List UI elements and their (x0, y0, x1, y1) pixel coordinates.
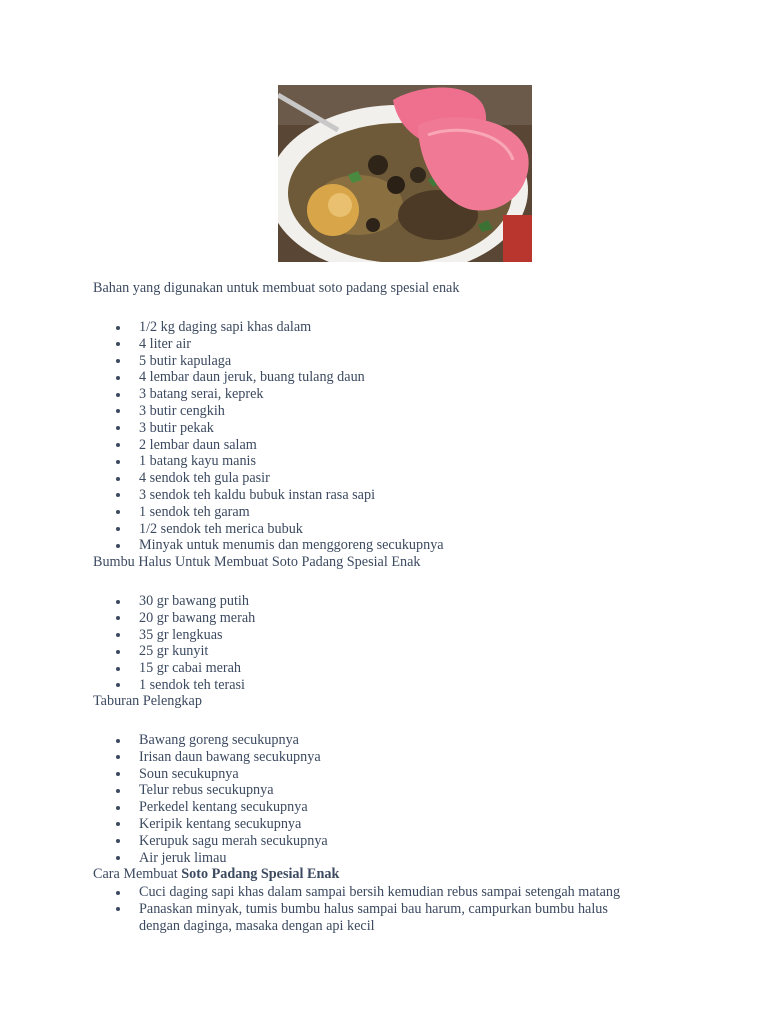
soto-bowl-image (278, 85, 532, 262)
list-item: Cuci daging sapi khas dalam sampai bersih kemudian rebus sampai setengah matang (0, 884, 620, 901)
list-item-continuation: dengan daginga, masaka dengan api kecil (139, 918, 375, 934)
bahan-list (0, 319, 444, 554)
list-item: Soun secukupnya (0, 766, 328, 783)
list-item: 3 sendok teh kaldu bubuk instan rasa sapi (0, 487, 444, 504)
bumbu-list (0, 593, 255, 694)
list-item: Kerupuk sagu merah secukupnya (0, 833, 328, 850)
list-item: Panaskan minyak, tumis bumbu halus sampai bau harum, campurkan bumbu halus (0, 901, 620, 918)
bumbu-heading: Bumbu Halus Untuk Membuat Soto Padang Spesial Enak (93, 554, 421, 570)
list-item: 3 butir cengkih (0, 403, 444, 420)
list-item: 30 gr bawang putih (0, 593, 255, 610)
cara-heading (93, 866, 339, 883)
list-item: 15 gr cabai merah (0, 660, 255, 677)
list-item: 1 sendok teh garam (0, 504, 444, 521)
cara-heading-prefix: Cara Membuat (93, 866, 182, 882)
taburan-heading: Taburan Pelengkap (93, 693, 202, 709)
taburan-list (0, 732, 328, 866)
list-item: Minyak untuk menumis dan menggoreng secukupnya (0, 537, 444, 554)
bahan-heading: Bahan yang digunakan untuk membuat soto padang spesial enak (93, 280, 460, 296)
list-item: 3 butir pekak (0, 420, 444, 437)
list-item: Keripik kentang secukupnya (0, 816, 328, 833)
list-item: Telur rebus secukupnya (0, 782, 328, 799)
list-item: Bawang goreng secukupnya (0, 732, 328, 749)
cara-heading-bold: Soto Padang Spesial Enak (181, 866, 340, 882)
list-item: Perkedel kentang secukupnya (0, 799, 328, 816)
list-item: 3 batang serai, keprek (0, 386, 444, 403)
list-item: Irisan daun bawang secukupnya (0, 749, 328, 766)
list-item: 1 sendok teh terasi (0, 677, 255, 694)
list-item: 1/2 kg daging sapi khas dalam (0, 319, 444, 336)
list-item: 2 lembar daun salam (0, 437, 444, 454)
list-item: Air jeruk limau (0, 850, 328, 867)
list-item: 4 sendok teh gula pasir (0, 470, 444, 487)
list-item: 5 butir kapulaga (0, 353, 444, 370)
list-item: 1 batang kayu manis (0, 453, 444, 470)
list-item: 20 gr bawang merah (0, 610, 255, 627)
list-item: 25 gr kunyit (0, 643, 255, 660)
list-item: 1/2 sendok teh merica bubuk (0, 521, 444, 538)
list-item: 35 gr lengkuas (0, 627, 255, 644)
soto-padang-photo (278, 85, 532, 262)
cara-list (0, 884, 620, 918)
list-item: 4 lembar daun jeruk, buang tulang daun (0, 369, 444, 386)
list-item: 4 liter air (0, 336, 444, 353)
